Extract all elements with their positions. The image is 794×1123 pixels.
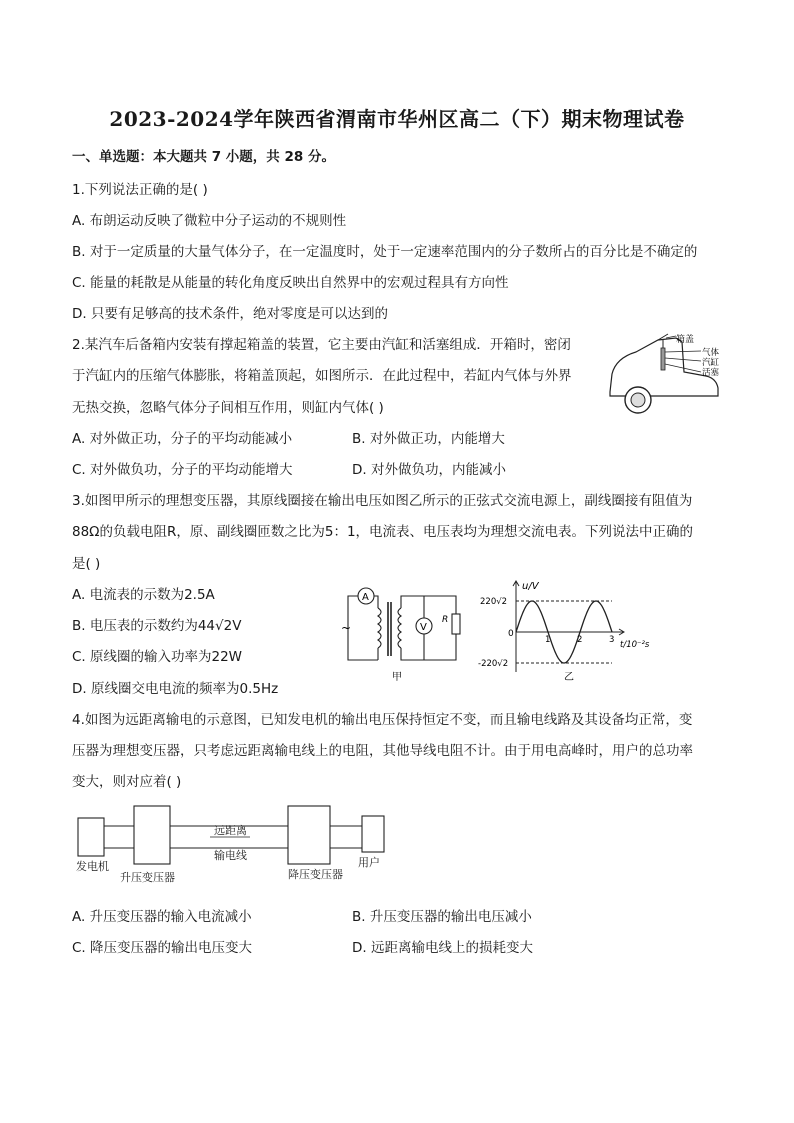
q4-option-c: C. 降压变压器的输出电压变大: [72, 940, 253, 956]
q1-stem: 1.下列说法正确的是( ): [72, 182, 208, 198]
label-long-distance: 远距离: [214, 824, 247, 837]
y-tick-top: 220√2: [480, 597, 508, 607]
q3-stem-line3: 是( ): [72, 556, 101, 572]
primary-top-wire: [374, 596, 378, 608]
ac-source-symbol: ~: [341, 621, 352, 635]
q3-option-a: A. 电流表的示数为2.5A: [72, 587, 215, 603]
q2-option-d: D. 对外做负功，内能减小: [352, 462, 506, 478]
page-title: 2023-2024学年陕西省渭南市华州区高二（下）期末物理试卷: [109, 107, 685, 131]
stepdown-transformer-box: [288, 806, 330, 864]
primary-coil: [378, 608, 381, 648]
label-lid: 箱盖: [676, 335, 695, 345]
car-trunk-figure: [606, 330, 726, 420]
x-tick-1: 1: [545, 635, 551, 645]
generator-box: [78, 818, 104, 856]
label-gas: 气体: [702, 348, 720, 358]
q2-option-a: A. 对外做正功，分子的平均动能减小: [72, 431, 293, 447]
primary-wire: [348, 596, 378, 660]
q4-stem-line3: 变大，则对应着( ): [72, 774, 182, 790]
q4-option-d: D. 远距离输电线上的损耗变大: [352, 940, 533, 956]
q4-option-b: B. 升压变压器的输出电压减小: [352, 909, 532, 925]
wheel-hub: [631, 393, 645, 407]
voltmeter-label: V: [420, 622, 427, 633]
user-box: [362, 816, 384, 852]
origin-label: 0: [508, 629, 514, 639]
secondary-bottom-wire: [401, 634, 456, 660]
ammeter-label: A: [362, 592, 369, 603]
q3-stem-line2: 88Ω的负载电阻R，原、副线圈匝数之比为5：1，电流表、电压表均为理想交流电表。下列说法中正确的: [72, 524, 694, 540]
q4-stem-line1: 4.如图为远距离输电的示意图，已知发电机的输出电压保持恒定不变，而且输电线路及其设备均正常，变: [72, 712, 693, 728]
label-transmission-line: 输电线: [214, 849, 247, 862]
x-axis-label: t/10⁻²s: [620, 640, 650, 650]
q1-option-a: A. 布朗运动反映了微粒中分子运动的不规则性: [72, 213, 347, 229]
q4-stem-line2: 压器为理想变压器，只考虑远距离输电线上的电阻，其他导线电阻不计。由于用电高峰时，用户的总功率: [72, 743, 693, 759]
y-tick-bottom: -220√2: [478, 659, 509, 669]
label-cylinder: 汽缸: [702, 358, 720, 368]
q4-option-a: A. 升压变压器的输入电流减小: [72, 909, 252, 925]
secondary-top-wire: [401, 596, 456, 614]
voltage-graph-figure: [478, 578, 654, 686]
x-tick-3: 3: [609, 635, 615, 645]
section-heading: 一、单选题：本大题共 7 小题，共 28 分。: [72, 149, 335, 165]
x-tick-2: 2: [577, 635, 583, 645]
q1-option-b: B. 对于一定质量的大量气体分子，在一定温度时，处于一定速率范围内的分子数所占的百分比是不确定的: [72, 244, 698, 260]
q2-option-b: B. 对外做正功，内能增大: [352, 431, 505, 447]
q2-stem-line2: 于汽缸内的压缩气体膨胀，将箱盖顶起，如图所示．在此过程中，若缸内气体与外界: [72, 368, 572, 384]
resistor-label: R: [442, 615, 449, 625]
figure-caption-yi: 乙: [564, 672, 574, 683]
q1-option-d: D. 只要有足够高的技术条件，绝对零度是可以达到的: [72, 306, 388, 322]
q2-stem-line3: 无热交换，忽略气体分子间相互作用，则缸内气体( ): [72, 400, 384, 416]
q3-option-b: B. 电压表的示数约为44√2V: [72, 618, 242, 634]
q2-option-c: C. 对外做负功，分子的平均动能增大: [72, 462, 293, 478]
label-stepup: 升压变压器: [120, 871, 175, 884]
power-transmission-figure: [74, 802, 390, 886]
resistor: [452, 614, 460, 634]
label-generator: 发电机: [76, 860, 109, 873]
q3-stem-line1: 3.如图甲所示的理想变压器，其原线圈接在输出电压如图乙所示的正弦式交流电源上，副线圈接有阻值为: [72, 493, 693, 509]
q1-option-c: C. 能量的耗散是从能量的转化角度反映出自然界中的宏观过程具有方向性: [72, 275, 509, 291]
transformer-circuit-figure: [338, 578, 468, 686]
figure-caption-jia: 甲: [392, 672, 402, 683]
q3-option-d: D. 原线圈交电电流的频率为0.5Hz: [72, 681, 279, 697]
gas-cylinder: [661, 348, 665, 370]
label-piston: 活塞: [702, 368, 720, 378]
label-stepdown: 降压变压器: [288, 868, 343, 881]
label-user: 用户: [358, 856, 380, 869]
y-axis-label: u/V: [522, 581, 539, 592]
q3-option-c: C. 原线圈的输入功率为22W: [72, 649, 243, 665]
stepup-transformer-box: [134, 806, 170, 864]
secondary-coil: [398, 608, 401, 648]
q2-stem-line1: 2.某汽车后备箱内安装有撑起箱盖的装置，它主要由汽缸和活塞组成．开箱时，密闭: [72, 337, 571, 353]
